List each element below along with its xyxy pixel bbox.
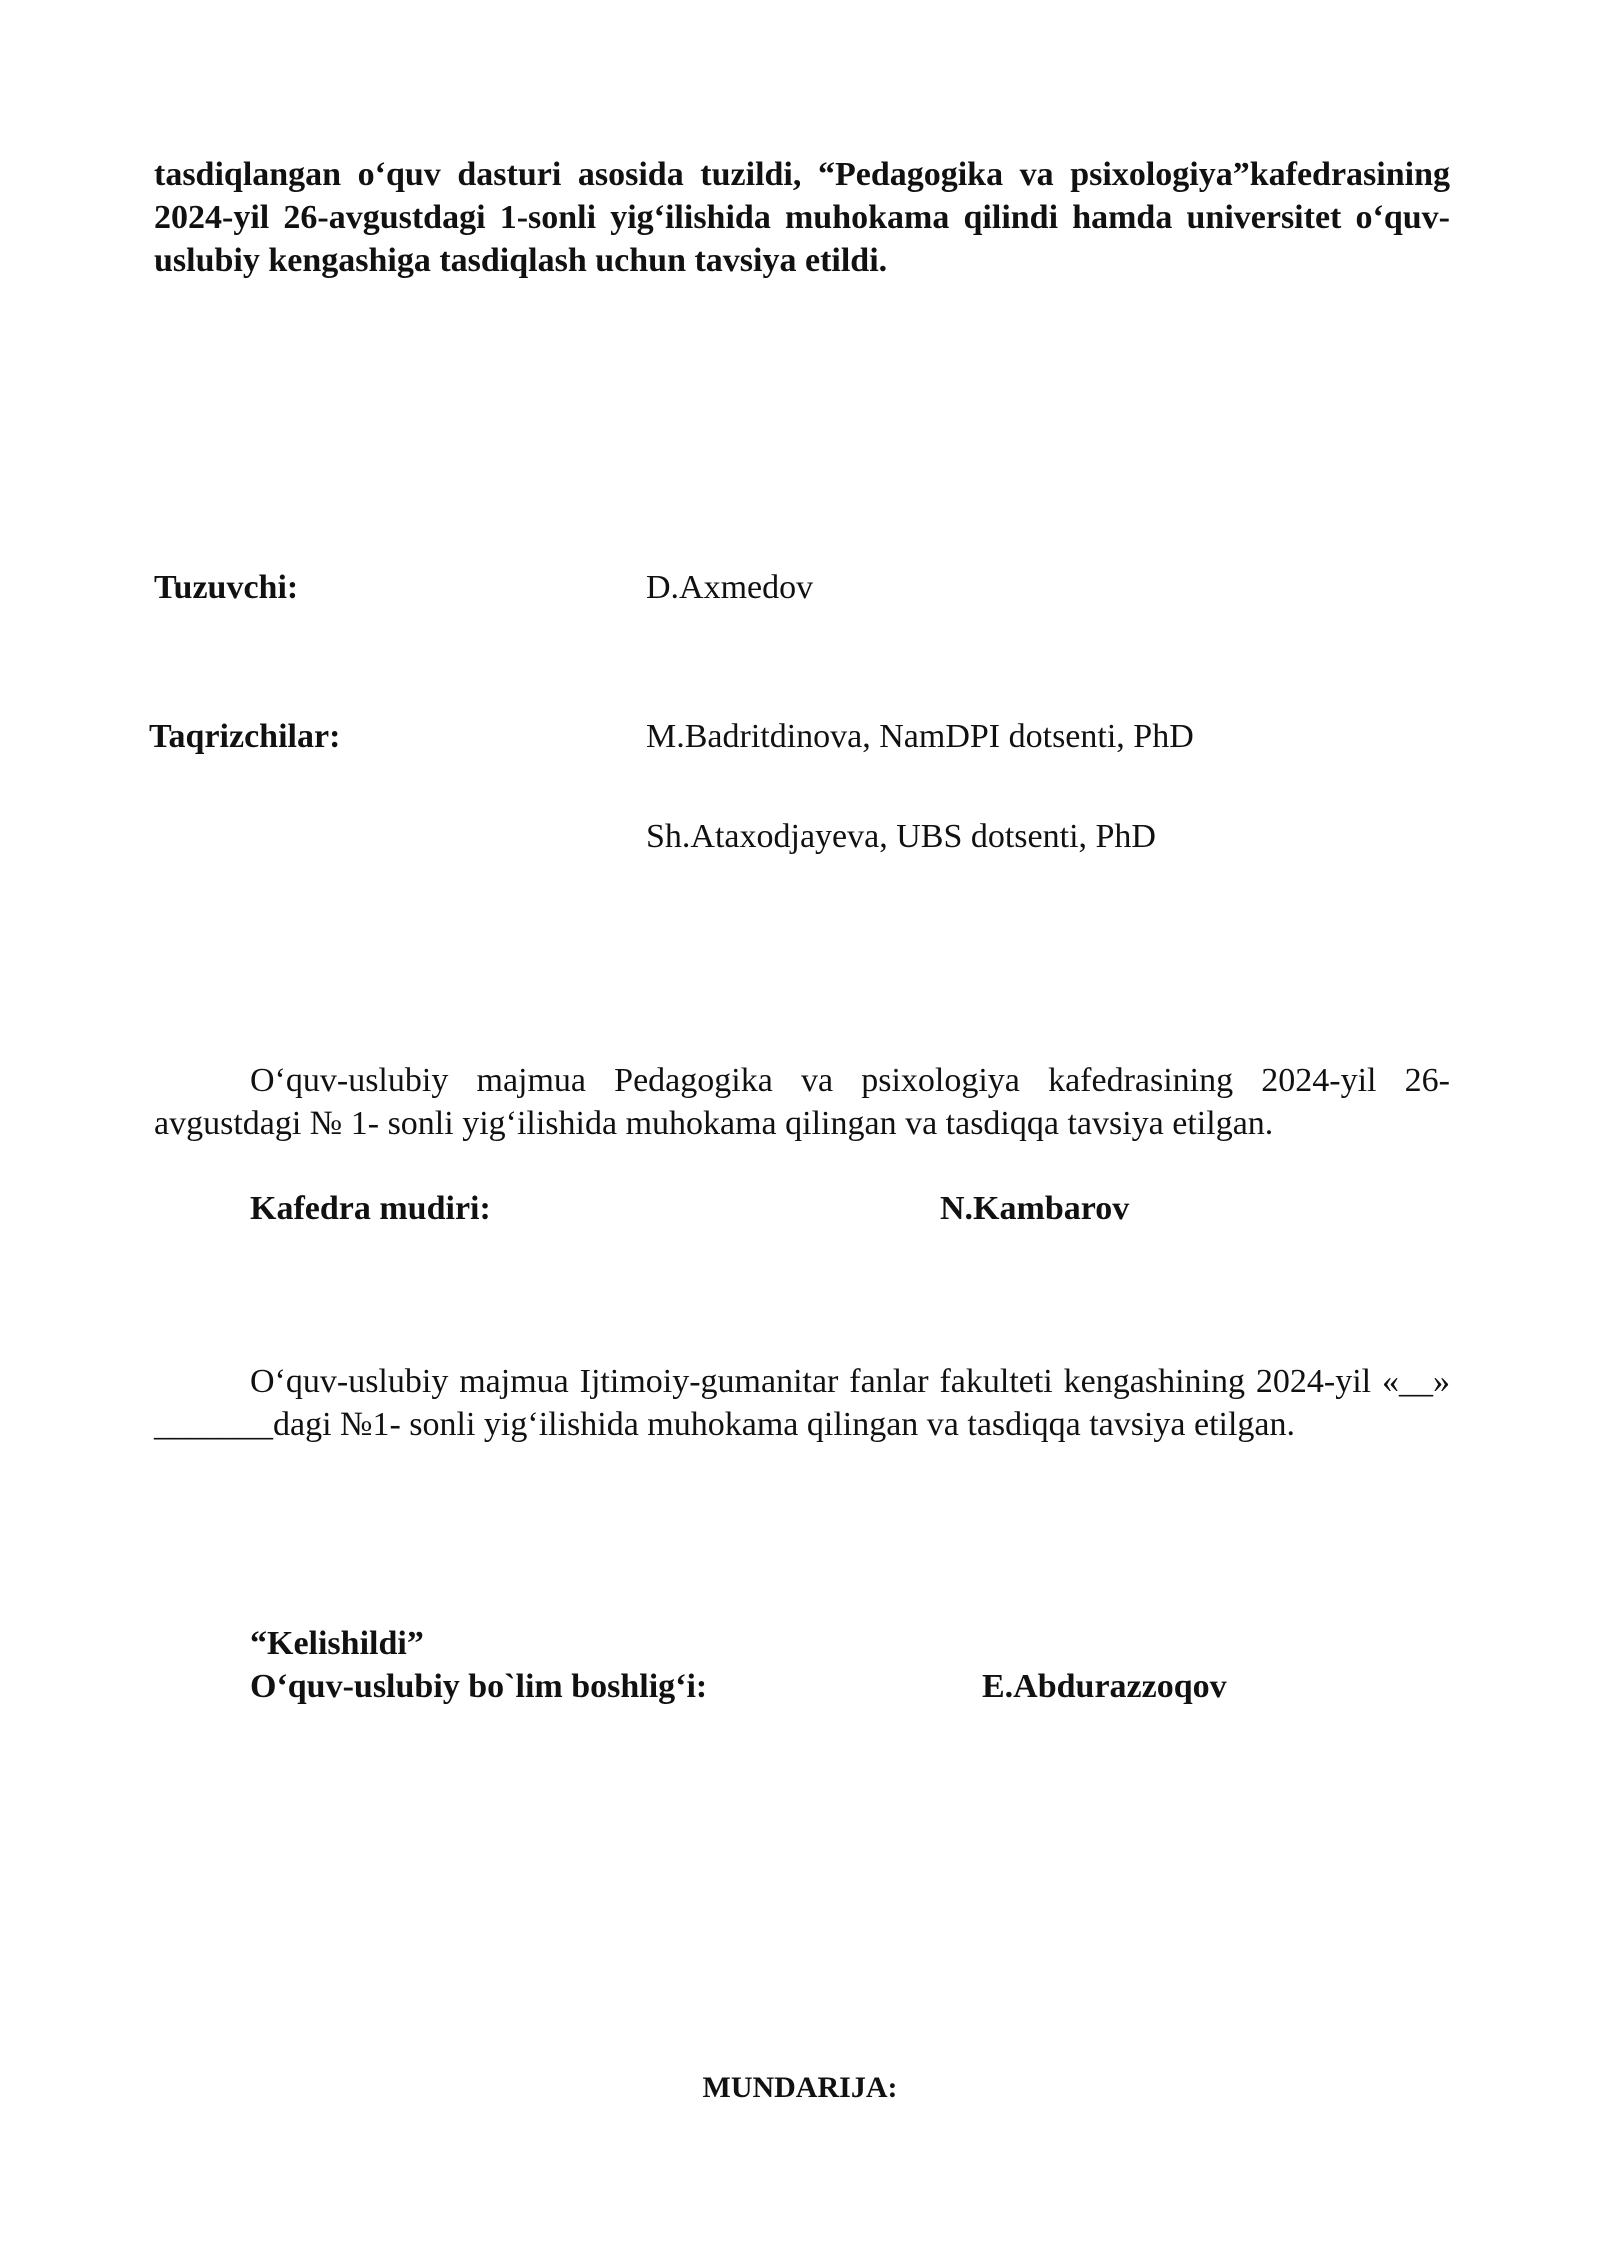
contents-heading: MUNDARIJA: — [702, 2071, 898, 2104]
compiler-label: Tuzuvchi: — [154, 569, 299, 606]
methodology-head-label: O‘quv-uslubiy bo`lim boshlig‘i: — [250, 1668, 708, 1705]
reviewer-item: M.Badritdinova, NamDPI dotsenti, PhD — [646, 718, 1194, 755]
department-approval-paragraph: O‘quv-uslubiy majmua Pedagogika va psixologiya kafedrasining 2024-yil 26-avgustdagi № 1- sonli yig‘ilishida muhokama qilingan va tasdiqqa tavsiya etilgan. — [154, 1062, 1450, 1142]
faculty-approval-paragraph: O‘quv-uslubiy majmua Ijtimoiy-gumanitar fanlar fakulteti kengashining 2024-yil «__» _______dagi №1- sonli yig‘ilishida muhokama qilingan va tasdiqqa tavsiya etilgan. — [154, 1363, 1450, 1443]
compiler-name: D.Axmedov — [646, 569, 814, 606]
reviewer-item: Sh.Ataxodjayeva, UBS dotsenti, PhD — [646, 818, 1156, 855]
department-head-label: Kafedra mudiri: — [250, 1190, 491, 1227]
intro-paragraph: tasdiqlangan o‘quv dasturi asosida tuzildi, “Pedagogika va psixologiya”kafedrasining 2024-yil 26-avgustdagi 1-sonli yig‘ilishida muhokama qilindi hamda universitet o‘quv-uslubiy kengashiga tasdiqlash uchun tavsiya etildi. — [154, 156, 1450, 279]
reviewers-label: Taqrizchilar: — [149, 718, 341, 755]
methodology-head-name: E.Abdurazzoqov — [982, 1668, 1227, 1705]
agreement-title: “Kelishildi” — [250, 1625, 424, 1662]
department-head-name: N.Kambarov — [940, 1190, 1130, 1227]
